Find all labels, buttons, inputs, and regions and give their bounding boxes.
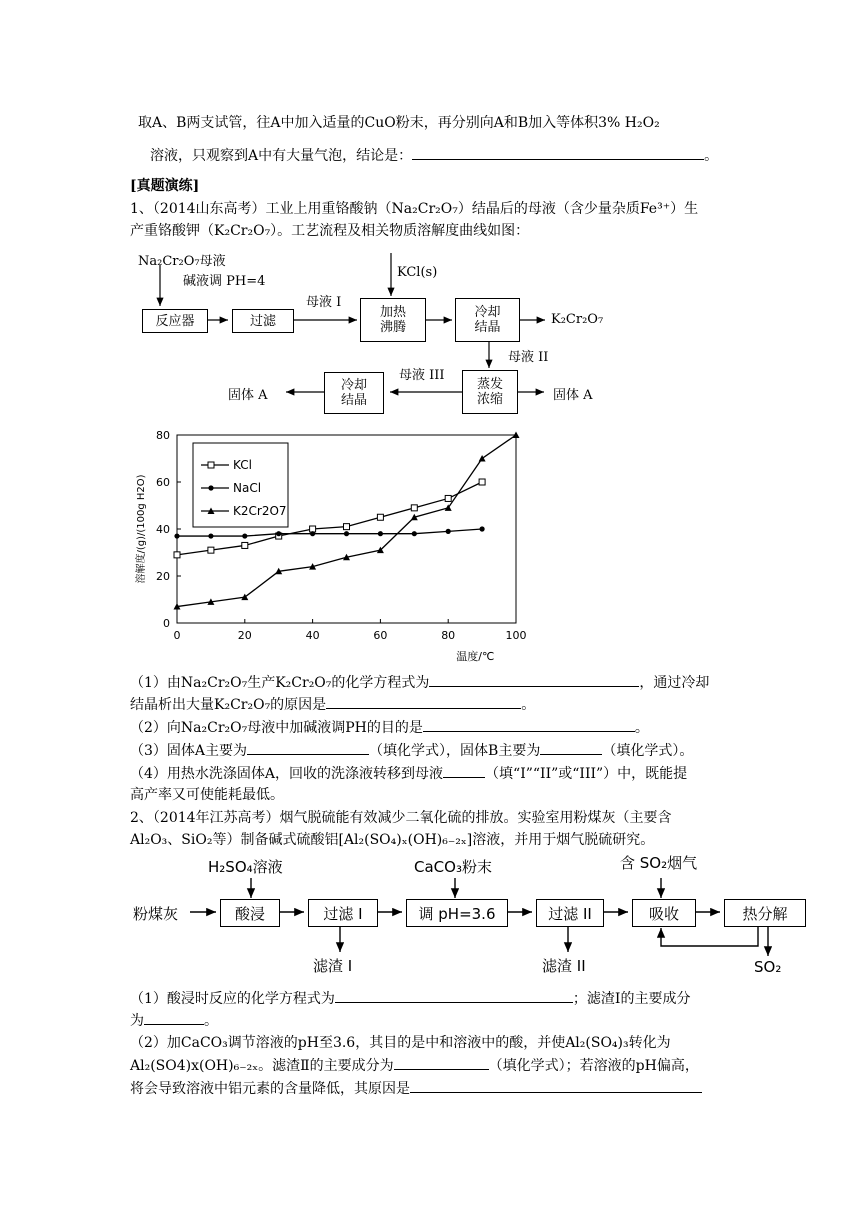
x-tick-label: 100: [505, 629, 527, 642]
flow2-step-absorb: 吸收: [632, 899, 696, 927]
y-axis-label: 溶解度/(g)/(100g H2O): [136, 474, 147, 584]
intro-line-1: 取A、B两支试管，往A中加入适量的CuO粉末，再分别向A和B加入等体积3% H₂O₂: [138, 115, 660, 131]
flow1-product: K₂Cr₂O₇: [551, 312, 604, 327]
q1-part2-end: 。: [634, 720, 649, 736]
q2-part1-text-b: ；滤渣Ⅰ的主要成分: [572, 991, 691, 1007]
q2-part1-blank[interactable]: [335, 988, 573, 1003]
q2-part1-text-d: 。: [204, 1013, 218, 1029]
q2-part1-cont: [130, 1010, 218, 1031]
q2-part1-text-c: 为: [130, 1013, 144, 1029]
flow1-source: Na₂Cr₂O₇母液: [138, 254, 226, 269]
flow2-so2gas: 含 SO₂烟气: [620, 854, 698, 872]
flow1-solid-a-left: 固体 A: [228, 388, 268, 403]
q1-part1-text-d: 。: [521, 697, 536, 713]
flow2-residue1: 滤渣 I: [313, 957, 353, 975]
intro-line-2-end: 。: [704, 148, 719, 164]
y-tick-label: 20: [156, 570, 170, 583]
flow1-filter: 过滤: [232, 309, 294, 333]
flow1-cool1: 冷却 结晶: [455, 298, 520, 342]
q2-part2-blank[interactable]: [394, 1055, 489, 1070]
flow2-residue2: 滤渣 II: [542, 957, 586, 975]
x-tick-label: 40: [305, 629, 320, 642]
q1-part4-text: （4）用热水洗涤固体A，回收的洗涤液转移到母液: [130, 766, 444, 782]
flow1-alkali: 碱液调 PH=4: [183, 274, 266, 289]
q1-line-1: 1、（2014山东高考）工业上用重铬酸钠（Na₂Cr₂O₇）结晶后的母液（含少量杂质Fe³⁺）生: [130, 201, 699, 217]
x-axis-label: 温度/℃: [456, 650, 495, 663]
q2-part1: [130, 988, 690, 1009]
q1-part1-text-c: 结晶析出大量K₂Cr₂O₇的原因是: [130, 697, 327, 713]
flow1-kcl: KCl(s): [397, 265, 438, 280]
flow1-cool2: 冷却 结晶: [324, 372, 384, 414]
flow2-step-leach: 酸浸: [220, 899, 280, 927]
flow1-heat: 加热 沸腾: [360, 298, 426, 342]
flow1-evap: 蒸发 浓缩: [462, 370, 518, 414]
q1-part3-text: （3）固体A主要为: [130, 743, 248, 759]
flow2-step-ph: 调 pH=3.6: [406, 899, 508, 927]
flow2-step-filter1: 过滤 I: [308, 899, 378, 927]
q1-line-2: 产重铬酸钾（K₂Cr₂O₇）。工艺流程及相关物质溶解度曲线如图：: [130, 223, 530, 239]
y-tick-label: 40: [156, 523, 170, 536]
q1-part1-text: （1）由Na₂Cr₂O₇生产K₂Cr₂O₇的化学方程式为: [130, 675, 430, 691]
q1-part3-text-c: （填化学式）。: [602, 743, 694, 759]
q1-part4-cont: 高产率又可使能耗最低。: [130, 787, 284, 803]
q2-part2-cont2: [130, 1078, 702, 1099]
q2-part2-blank2[interactable]: [410, 1078, 702, 1093]
q2-part2: （2）加CaCO₃调节溶液的pH至3.6，其目的是中和溶液中的酸，并使Al₂(SO₄)₃转化为: [130, 1035, 671, 1051]
flow1-ml2: 母液 II: [508, 350, 549, 365]
legend-label: NaCl: [233, 481, 262, 495]
y-tick-label: 60: [156, 476, 170, 489]
q1-part4-text-b: （填“I”“II”或“III”）中，既能提: [485, 766, 688, 782]
legend-label: KCl: [233, 458, 252, 472]
flow2-h2so4: H₂SO₄溶液: [208, 858, 283, 876]
flow2-so2: SO₂: [754, 958, 782, 976]
flow1-ml3: 母液 III: [399, 368, 445, 383]
flow1-reactor: 反应器: [142, 309, 208, 333]
flow2-caco3: CaCO₃粉末: [414, 858, 492, 876]
legend-label: K2Cr2O7: [233, 504, 287, 518]
q2-part1-blank2[interactable]: [144, 1010, 204, 1025]
q1-part3-text-b: （填化学式），固体B主要为: [369, 743, 541, 759]
q2-part2-text-b: Al₂(SO4)x(OH)₆₋₂ₓ。滤渣Ⅱ的主要成分为: [130, 1058, 394, 1074]
flow2-step-filter2: 过滤 II: [536, 899, 604, 927]
flow2-raw: 粉煤灰: [133, 905, 179, 923]
q1-part2-text: （2）向Na₂Cr₂O₇母液中加碱液调PH的目的是: [130, 720, 423, 736]
intro-line-2-text: 溶液，只观察到A中有大量气泡，结论是：: [150, 148, 413, 164]
y-tick-label: 80: [156, 429, 170, 442]
x-tick-label: 0: [173, 629, 181, 642]
x-tick-label: 20: [237, 629, 252, 642]
flow2-step-decompose: 热分解: [724, 899, 806, 927]
q2-part1-text: （1）酸浸时反应的化学方程式为: [130, 991, 335, 1007]
flow1-ml1: 母液 I: [306, 295, 342, 310]
q2-part2-text-c: （填化学式）；若溶液的pH偏高，: [488, 1058, 699, 1074]
q2-line-2: Al₂O₃、SiO₂等）制备碱式硫酸铝[Al₂(SO₄)ₓ(OH)₆₋₂ₓ]溶液，并用于烟气脱硫研究。: [130, 832, 655, 848]
y-tick-label: 0: [163, 617, 170, 630]
x-tick-label: 60: [373, 629, 388, 642]
q1-part1-text-b: ，通过冷却: [639, 675, 710, 691]
x-tick-label: 80: [441, 629, 456, 642]
flow1-solid-a-right: 固体 A: [553, 388, 593, 403]
q2-line-1: 2、（2014年江苏高考）烟气脱硫能有效减少二氧化硫的排放。实验室用粉煤灰（主要含: [130, 810, 672, 826]
q2-part2-cont: [130, 1055, 699, 1076]
section-heading: [真题演练]: [130, 178, 200, 194]
q2-part2-text-d: 将会导致溶液中铝元素的含量降低，其原因是: [130, 1081, 410, 1097]
